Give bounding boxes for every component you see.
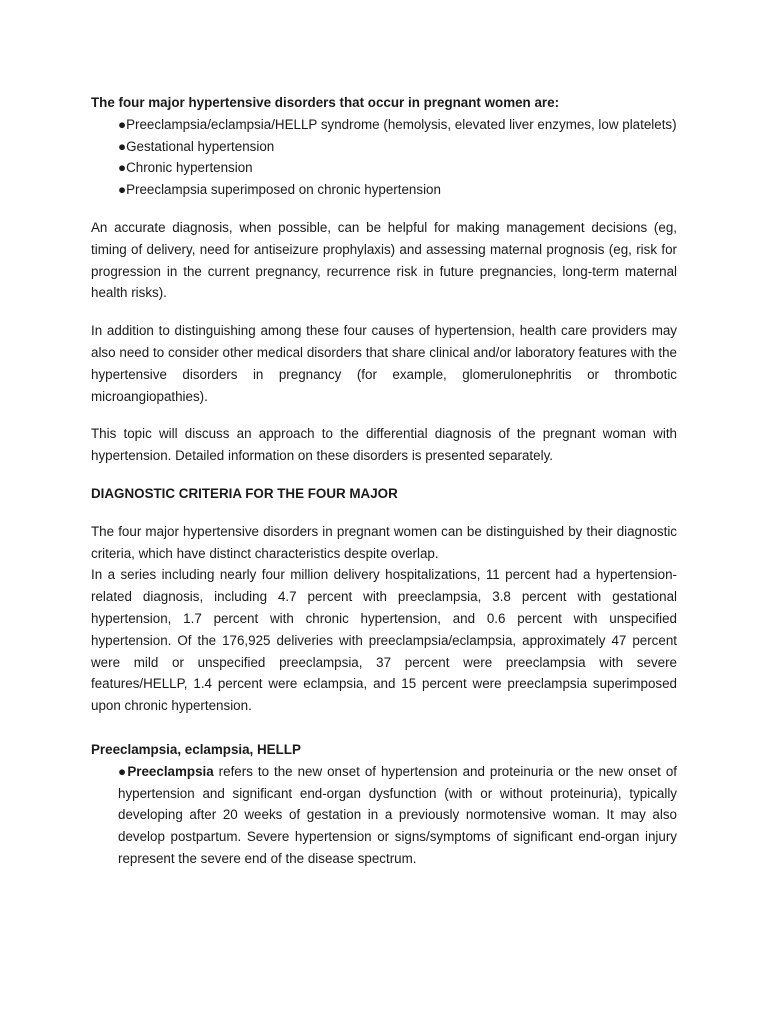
disorder-list (91, 114, 677, 201)
term-preeclampsia: Preeclampsia (127, 763, 214, 779)
document-page (91, 92, 677, 870)
section-heading: DIAGNOSTIC CRITERIA FOR THE FOUR MAJOR (91, 485, 398, 501)
paragraph-topic: This topic will discuss an approach to the differential diagnosis of the pregnant woman with hypertension. Detailed information on these disorders is presented separately. (91, 426, 677, 464)
preeclampsia-definition: refers to the new onset of hypertension and proteinuria or the new onset of hypertension and significant end-organ dysfunction (with or without proteinuria), typically developing after 20 weeks of gestation in a previously normotensive woman. It may also develop postpartum. Severe hypertension or signs/symptoms of significant end-organ injury represent the severe end of the disease spectrum. (118, 763, 678, 866)
paragraph-criteria: The four major hypertensive disorders in pregnant women can be distinguished by their diagnostic criteria, which have distinct characteristics despite overlap. (91, 523, 677, 561)
list-item: ●Gestational hypertension (118, 138, 275, 154)
subsection-heading: Preeclampsia, eclampsia, HELLP (91, 741, 301, 757)
list-item: ●Preeclampsia/eclampsia/HELLP syndrome (hemolysis, elevated liver enzymes, low platelets) (118, 116, 677, 132)
paragraph-series: In a series including nearly four million delivery hospitalizations, 11 percent had a hypertension-related diagnosis, including 4.7 percent with preeclampsia, 3.8 percent with gestational hypertension, 1.7 percent with chronic hypertension, and 0.6 percent with unspecified hypertension. Of the 176,925 deliveries with preeclampsia/eclampsia, approximately 47 percent were mild or unspecified preeclampsia, 37 percent were preeclampsia with severe features/HELLP, 1.4 percent were eclampsia, and 15 percent were preeclampsia superimposed upon chronic hypertension. (91, 567, 677, 714)
list-item-preeclampsia (118, 761, 677, 870)
list-item: ●Preeclampsia superimposed on chronic hypertension (118, 182, 441, 198)
preeclampsia-list (91, 761, 677, 870)
paragraph-distinguishing: In addition to distinguishing among these four causes of hypertension, health care providers may also need to consider other medical disorders that share clinical and/or laboratory features with the hypertensive disorders in pregnancy (for example, glomerulonephritis or thrombotic microangiopathies). (91, 323, 677, 404)
list-item: ●Chronic hypertension (118, 160, 253, 176)
paragraph-accurate-diagnosis: An accurate diagnosis, when possible, can be helpful for making management decisions (eg, timing of delivery, need for antiseizure prophylaxis) and assessing maternal prognosis (eg, risk for progression in the current pregnancy, recurrence risk in future pregnancies, long-term maternal health risks). (91, 219, 677, 301)
bullet: ● (118, 763, 128, 779)
intro-heading: The four major hypertensive disorders that occur in pregnant women are: (91, 95, 560, 110)
